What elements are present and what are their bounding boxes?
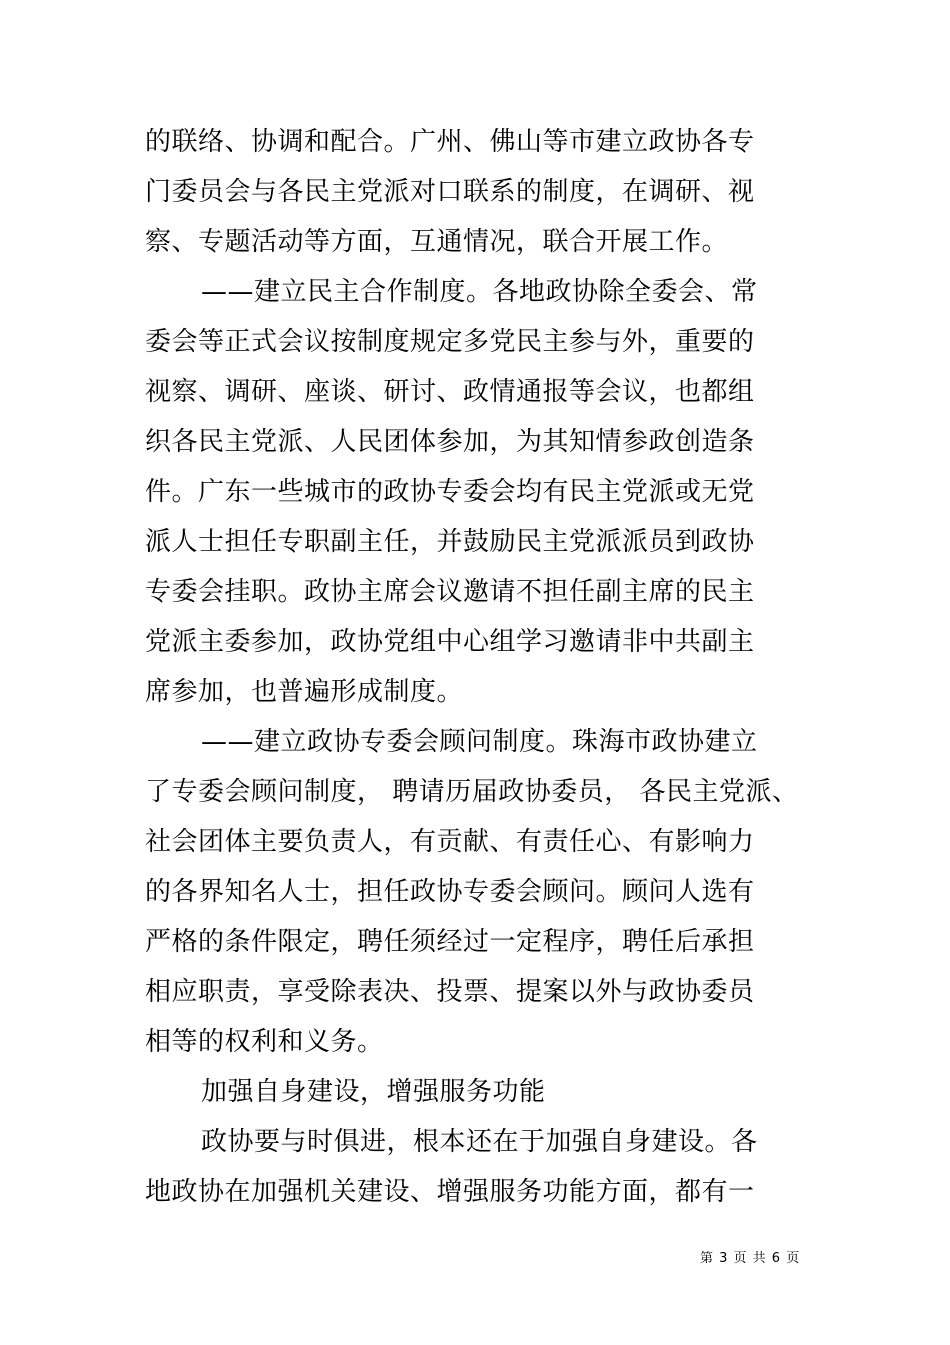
text-line: 派人士担任专职副主任，并鼓励民主党派派员到政协: [145, 527, 755, 557]
text-line: 专委会挂职。政协主席会议邀请不担任副主席的民主: [145, 577, 755, 607]
text-line: 相等的权利和义务。: [145, 1027, 384, 1057]
section-heading: 加强自身建设，增强服务功能: [201, 1077, 546, 1107]
text-line: 的各界知名人士，担任政协专委会顾问。顾问人选有: [145, 877, 755, 907]
text-line: 政协要与时俱进，根本还在于加强自身建设。各: [201, 1127, 758, 1157]
text-line: 严格的条件限定，聘任须经过一定程序，聘任后承担: [145, 927, 755, 957]
text-line: 相应职责，享受除表决、投票、提案以外与政协委员: [145, 977, 755, 1007]
text-line: 件。广东一些城市的政协专委会均有民主党派或无党: [145, 477, 755, 507]
text-line: ——建立民主合作制度。各地政协除全委会、常: [201, 277, 758, 307]
text-line: 织各民主党派、人民团体参加，为其知情参政创造条: [145, 427, 755, 457]
text-line: 地政协在加强机关建设、增强服务功能方面，都有一: [145, 1177, 755, 1207]
text-line: 党派主委参加，政协党组中心组学习邀请非中共副主: [145, 627, 755, 657]
page-number: 第 3 页 共 6 页: [700, 1251, 801, 1266]
text-line: 察、专题活动等方面，互通情况，联合开展工作。: [145, 227, 729, 257]
text-line: 视察、调研、座谈、研讨、政情通报等会议，也都组: [145, 377, 755, 407]
text-line: 委会等正式会议按制度规定多党民主参与外，重要的: [145, 327, 755, 357]
text-line: ——建立政协专委会顾问制度。珠海市政协建立: [201, 727, 758, 757]
text-line: 社会团体主要负责人，有贡献、有责任心、有影响力: [145, 827, 755, 857]
text-line: 席参加，也普遍形成制度。: [145, 677, 464, 707]
text-line: 门委员会与各民主党派对口联系的制度，在调研、视: [145, 177, 755, 207]
text-line: 的联络、协调和配合。广州、佛山等市建立政协各专: [145, 127, 755, 157]
text-line: 了专委会顾问制度， 聘请历届政协委员， 各民主党派、: [145, 777, 799, 807]
